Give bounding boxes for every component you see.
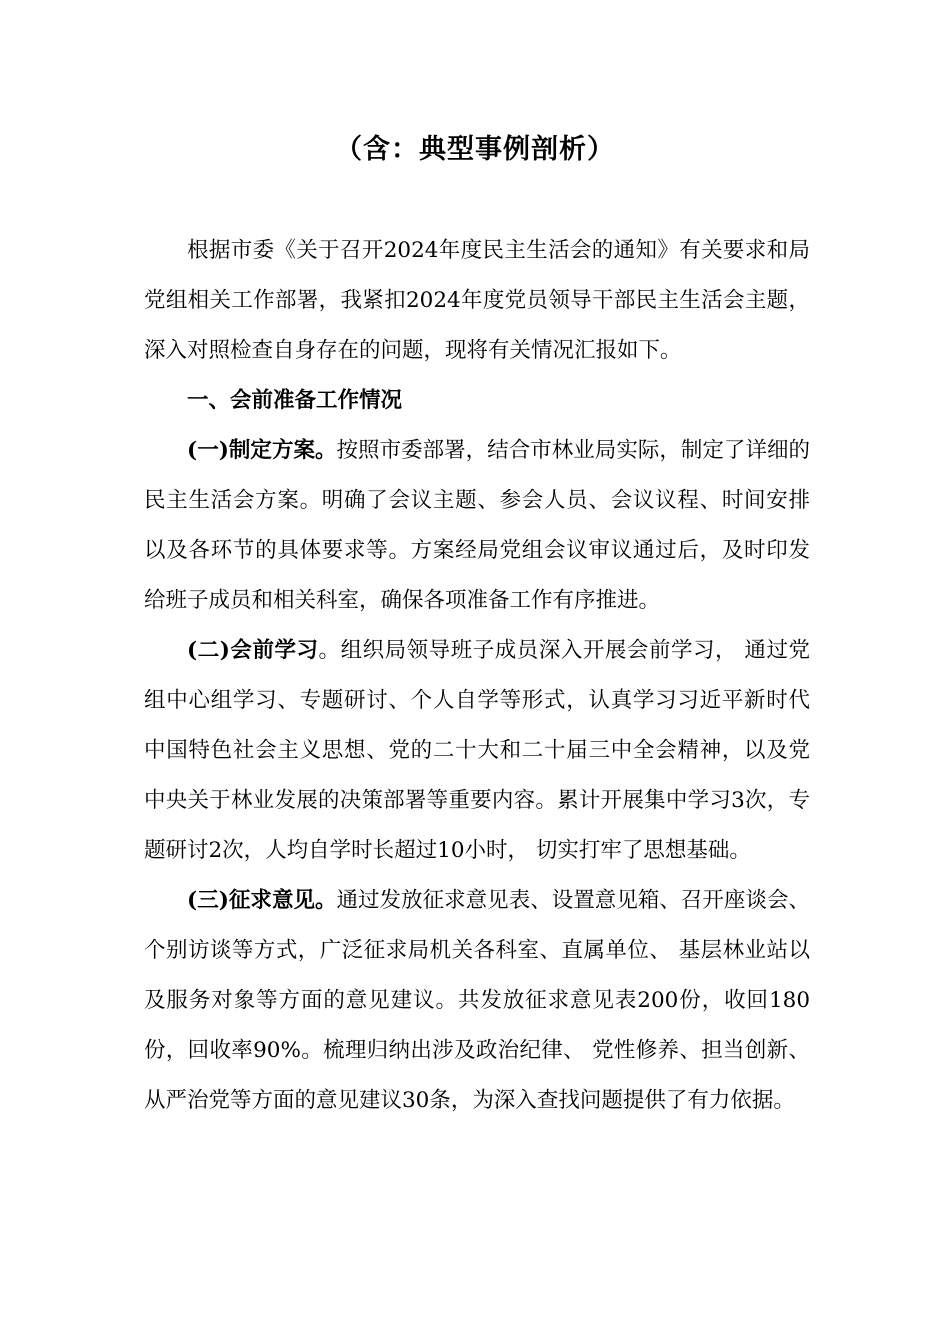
- item-paragraph-3: [144, 876, 810, 1126]
- item-text-2: 。组织局领导班子成员深入开展会前学习， 通过党组中心组学习、专题研讨、个人自学等形式，认真学习习近平新时代中国特色社会主义思想、党的二十大和二十届三中全会精神，以及党中央关于林业发展的决策部署等重要内容。累计开展集中学习3次，专题研讨2次，人均自学时长超过10小时， 切实打牢了思想基础。: [144, 638, 810, 863]
- item-text-3: 通过发放征求意见表、设置意见箱、召开座谈会、个别访谈等方式，广泛征求局机关各科室、直属单位、 基层林业站以及服务对象等方面的意见建议。共发放征求意见表200份，收回180份，回收率90%。梳理归纳出涉及政治纪律、 党性修养、担当创新、从严治党等方面的意见建议30条，为深入查找问题提供了有力依据。: [144, 888, 810, 1113]
- item-text-1: 按照市委部署，结合市林业局实际，制定了详细的民主生活会方案。明确了会议主题、参会人员、会议议程、时间安排以及各环节的具体要求等。方案经局党组会议审议通过后，及时印发给班子成员和相关科室，确保各项准备工作有序推进。: [144, 438, 810, 613]
- item-lead-3: (三)征求意见。: [187, 888, 337, 913]
- item-lead-2: (二)会前学习: [187, 638, 319, 663]
- item-lead-1: (一)制定方案。: [187, 438, 337, 463]
- document-body: [144, 226, 810, 1126]
- item-paragraph-1: [144, 426, 810, 626]
- section-heading-1: 一、会前准备工作情况: [187, 388, 403, 413]
- item-paragraph-2: [144, 626, 810, 876]
- document-title: （含：典型事例剖析）: [335, 134, 615, 165]
- intro-paragraph: 根据市委《关于召开2024年度民主生活会的通知》有关要求和局党组相关工作部署，我紧扣2024年度党员领导干部民主生活会主题，深入对照检查自身存在的问题，现将有关情况汇报如下。: [144, 238, 810, 363]
